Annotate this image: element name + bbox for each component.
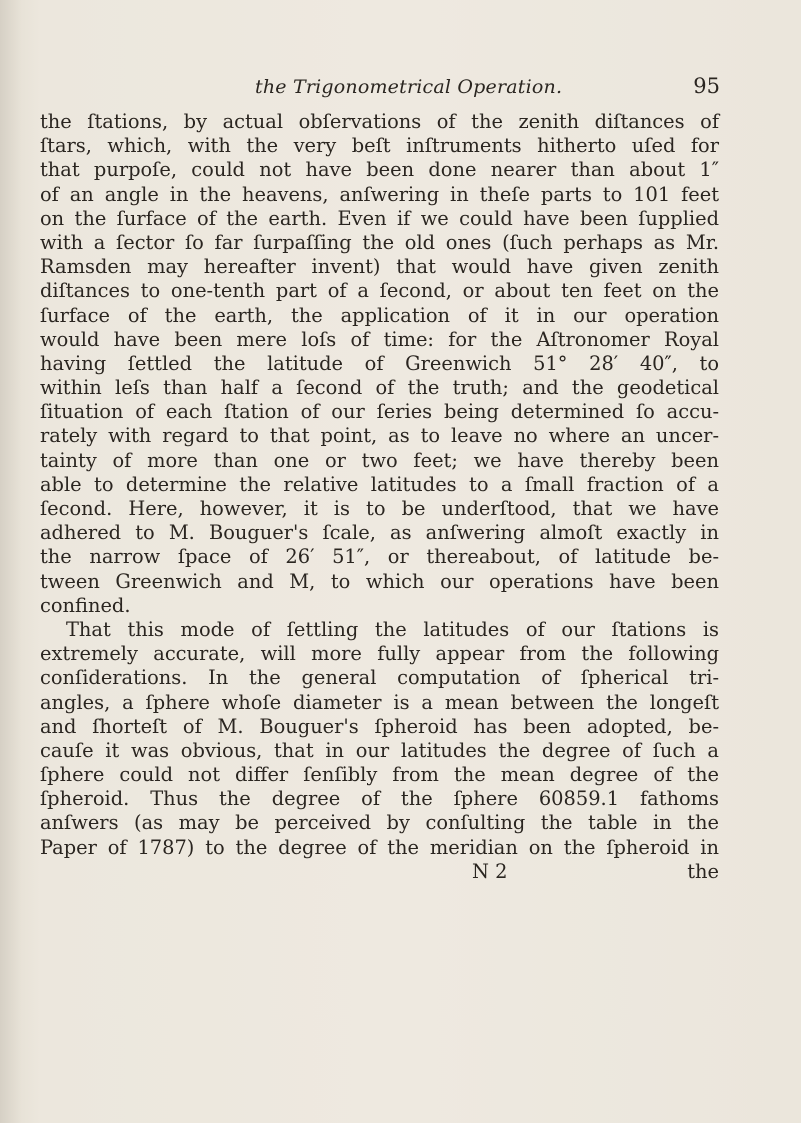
running-head: [40, 76, 720, 104]
text-line: ſtars, which, with the very beſt inſtruments hitherto uſed for: [40, 134, 719, 158]
footer-line: [40, 860, 719, 884]
text-line: That this mode of ſettling the latitudes of our ſtations is: [66, 617, 719, 641]
text-line: able to determine the relative latitudes to a ſmall fraction of a: [40, 472, 719, 496]
text-line: adhered to M. Bouguer's ſcale, as anſwering almoſt exactly in: [40, 521, 719, 545]
body-text: [40, 110, 719, 884]
text-line: ſurface of the earth, the application of it in our operation: [40, 303, 719, 327]
text-line: tween Greenwich and M, to which our operations have been: [40, 569, 719, 593]
signature-mark: N 2: [472, 859, 508, 883]
text-line: diſtances to one-tenth part of a ſecond, or about ten feet on the: [40, 279, 719, 303]
gutter-shadow: [0, 0, 22, 1123]
text-line: ſphere could not differ ſenſibly from the mean degree of the: [40, 763, 719, 787]
text-line: the narrow ſpace of 26′ 51″, or thereabout, of latitude be-: [40, 545, 719, 569]
text-line: ſituation of each ſtation of our ſeries being determined ſo accu-: [40, 400, 719, 424]
catchword: the: [687, 859, 719, 883]
text-line: and ſhorteſt of M. Bouguer's ſpheroid has been adopted, be-: [40, 714, 719, 738]
text-line: that purpoſe, could not have been done nearer than about 1″: [40, 158, 719, 182]
text-line: extremely accurate, will more fully appear from the following: [40, 642, 719, 666]
text-line: ſecond. Here, however, it is to be underſtood, that we have: [40, 497, 719, 520]
text-line: cauſe it was obvious, that in our latitudes the degree of ſuch a: [40, 738, 719, 762]
text-line: conſiderations. In the general computation of ſpherical tri-: [40, 666, 719, 690]
text-line: within leſs than half a ſecond of the truth; and the geodetical: [40, 376, 719, 400]
text-line: with a ſector ſo far ſurpaſſing the old ones (ſuch perhaps as Mr.: [40, 230, 719, 254]
text-line: the ſtations, by actual obſervations of the zenith diſtances of: [40, 110, 719, 133]
page-number: 95: [693, 74, 720, 98]
text-line: angles, a ſphere whoſe diameter is a mean between the longeſt: [40, 690, 719, 714]
running-head-title: the Trigonometrical Operation.: [255, 76, 563, 98]
text-line: rately with regard to that point, as to leave no where an uncer-: [40, 424, 719, 448]
text-line: anſwers (as may be perceived by conſulting the table in the: [40, 811, 719, 835]
text-line: on the ſurface of the earth. Even if we could have been ſupplied: [40, 206, 719, 230]
text-line: Ramsden may hereafter invent) that would have given zenith: [40, 255, 719, 279]
text-line: Paper of 1787) to the degree of the meridian on the ſpheroid in: [40, 835, 719, 859]
text-line: confined.: [40, 593, 131, 617]
text-line: ſpheroid. Thus the degree of the ſphere 60859.1 fathoms: [40, 787, 719, 811]
text-line: having ſettled the latitude of Greenwich 51° 28′ 40″, to: [40, 351, 719, 375]
text-line: tainty of more than one or two feet; we have thereby been: [40, 448, 719, 472]
text-line: of an angle in the heavens, anſwering in theſe parts to 101 feet: [40, 182, 719, 206]
text-line: would have been mere loſs of time: for the Aſtronomer Royal: [40, 327, 719, 351]
